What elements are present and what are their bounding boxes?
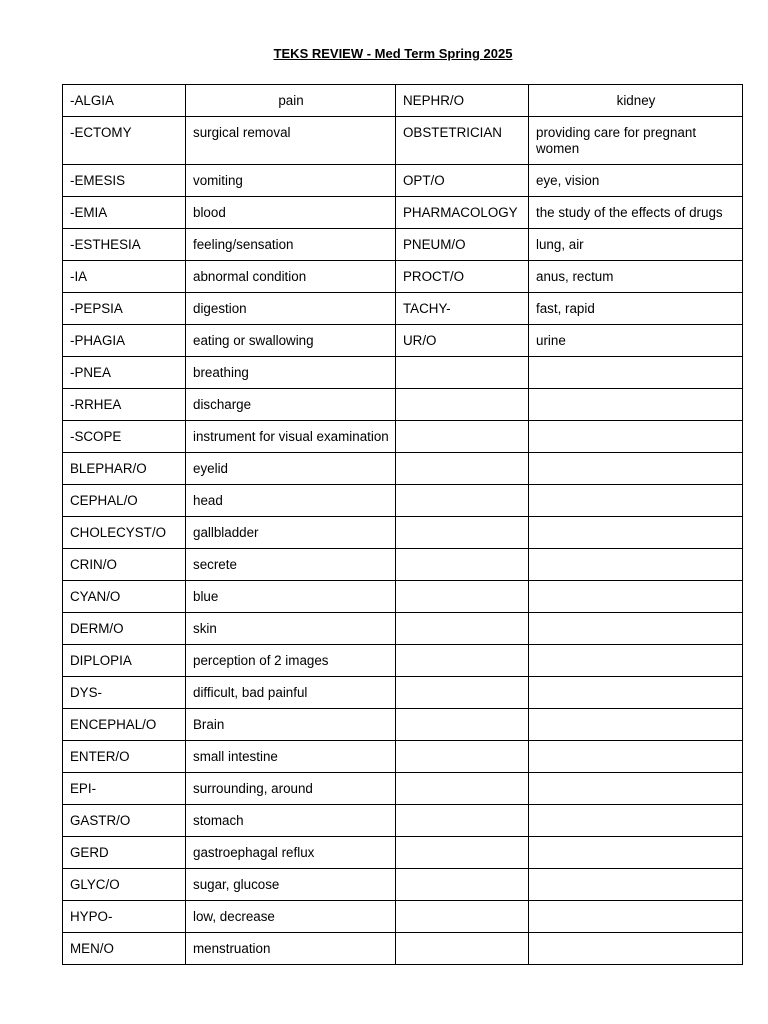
definition-cell: breathing [186,357,396,389]
table-row [63,453,743,485]
table-row [63,837,743,869]
term-cell: -PNEA [63,357,186,389]
term-cell: CEPHAL/O [63,485,186,517]
table-row [63,517,743,549]
table-row [63,741,743,773]
term-cell: GASTR/O [63,805,186,837]
definition-cell: sugar, glucose [186,869,396,901]
table-row [63,261,743,293]
table-row [63,805,743,837]
term-cell: DIPLOPIA [63,645,186,677]
term-cell: GERD [63,837,186,869]
term-cell: -ALGIA [63,85,186,117]
definition-cell [529,549,743,581]
term-cell: PHARMACOLOGY [396,197,529,229]
term-cell: -ESTHESIA [63,229,186,261]
definition-cell [529,453,743,485]
definition-cell: small intestine [186,741,396,773]
term-cell: -PEPSIA [63,293,186,325]
term-cell: CRIN/O [63,549,186,581]
definition-cell: gastroephagal reflux [186,837,396,869]
term-cell: -IA [63,261,186,293]
term-cell [396,741,529,773]
table-row [63,485,743,517]
term-cell [396,613,529,645]
document-title: TEKS REVIEW - Med Term Spring 2025 [273,46,513,61]
table-row [63,421,743,453]
definition-cell: perception of 2 images [186,645,396,677]
definition-cell [529,645,743,677]
definition-cell: surgical removal [186,117,396,165]
definition-cell: gallbladder [186,517,396,549]
term-cell: ENCEPHAL/O [63,709,186,741]
definition-cell: fast, rapid [529,293,743,325]
term-cell: NEPHR/O [396,85,529,117]
definition-cell: eye, vision [529,165,743,197]
term-cell [396,869,529,901]
definition-cell: kidney [529,85,743,117]
term-cell [396,709,529,741]
term-cell [396,453,529,485]
definition-cell [529,357,743,389]
term-cell: -PHAGIA [63,325,186,357]
term-cell [396,805,529,837]
term-cell: OPT/O [396,165,529,197]
table-row [63,901,743,933]
definition-cell [529,485,743,517]
table-row [63,197,743,229]
definition-cell: digestion [186,293,396,325]
term-cell: -SCOPE [63,421,186,453]
definition-cell: eating or swallowing [186,325,396,357]
term-cell [396,677,529,709]
term-cell: DERM/O [63,613,186,645]
term-cell: HYPO- [63,901,186,933]
definition-cell [529,773,743,805]
term-cell [396,901,529,933]
term-cell [396,645,529,677]
terms-table-body [63,85,743,965]
definition-cell: skin [186,613,396,645]
definition-cell [529,581,743,613]
term-cell [396,421,529,453]
term-cell: -EMESIS [63,165,186,197]
table-row [63,325,743,357]
term-cell: -RRHEA [63,389,186,421]
definition-cell: discharge [186,389,396,421]
definition-cell: blood [186,197,396,229]
definition-cell: feeling/sensation [186,229,396,261]
table-row [63,85,743,117]
term-cell: BLEPHAR/O [63,453,186,485]
table-row [63,613,743,645]
table-row [63,117,743,165]
definition-cell: providing care for pregnant women [529,117,743,165]
term-cell: UR/O [396,325,529,357]
term-cell: CYAN/O [63,581,186,613]
term-cell [396,357,529,389]
definition-cell: secrete [186,549,396,581]
term-cell [396,549,529,581]
definition-cell [529,517,743,549]
term-cell [396,485,529,517]
definition-cell [529,837,743,869]
term-cell: -ECTOMY [63,117,186,165]
definition-cell: menstruation [186,933,396,965]
definition-cell: stomach [186,805,396,837]
term-cell: GLYC/O [63,869,186,901]
definition-cell: pain [186,85,396,117]
definition-cell: eyelid [186,453,396,485]
definition-cell: difficult, bad painful [186,677,396,709]
table-row [63,677,743,709]
definition-cell [529,741,743,773]
table-row [63,165,743,197]
term-cell [396,933,529,965]
table-row [63,581,743,613]
definition-cell: head [186,485,396,517]
term-cell: ENTER/O [63,741,186,773]
table-row [63,549,743,581]
term-cell: -EMIA [63,197,186,229]
table-row [63,357,743,389]
definition-cell: urine [529,325,743,357]
definition-cell: abnormal condition [186,261,396,293]
definition-cell: the study of the effects of drugs [529,197,743,229]
definition-cell: surrounding, around [186,773,396,805]
definition-cell [529,613,743,645]
term-cell [396,389,529,421]
definition-cell [529,933,743,965]
table-row [63,229,743,261]
term-cell: OBSTETRICIAN [396,117,529,165]
definition-cell [529,709,743,741]
definition-cell: lung, air [529,229,743,261]
term-cell: PROCT/O [396,261,529,293]
table-row [63,293,743,325]
term-cell [396,581,529,613]
table-row [63,709,743,741]
terms-table [62,84,743,965]
definition-cell [529,901,743,933]
term-cell: DYS- [63,677,186,709]
table-row [63,645,743,677]
definition-cell [529,805,743,837]
term-cell: CHOLECYST/O [63,517,186,549]
term-cell [396,517,529,549]
term-cell: MEN/O [63,933,186,965]
table-row [63,869,743,901]
term-cell: EPI- [63,773,186,805]
term-cell [396,773,529,805]
table-row [63,933,743,965]
table-row [63,773,743,805]
term-cell [396,837,529,869]
term-cell: PNEUM/O [396,229,529,261]
definition-cell [529,869,743,901]
definition-cell: low, decrease [186,901,396,933]
definition-cell [529,389,743,421]
definition-cell: blue [186,581,396,613]
definition-cell: Brain [186,709,396,741]
term-cell: TACHY- [396,293,529,325]
definition-cell: vomiting [186,165,396,197]
definition-cell: instrument for visual examination [186,421,396,453]
definition-cell [529,421,743,453]
definition-cell: anus, rectum [529,261,743,293]
table-row [63,389,743,421]
definition-cell [529,677,743,709]
